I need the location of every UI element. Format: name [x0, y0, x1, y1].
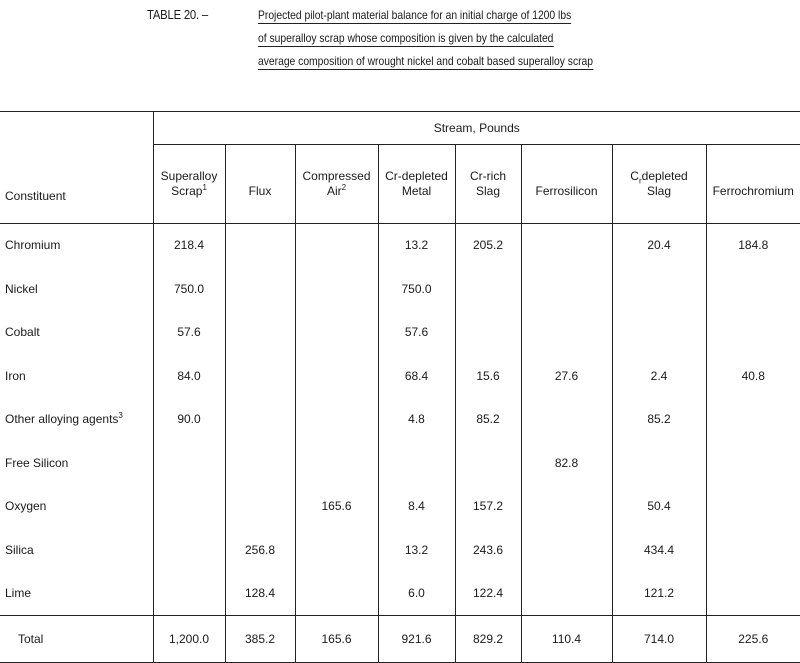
- table-cell: [225, 485, 295, 529]
- column-header: Compressed Air$^2$: [295, 145, 378, 224]
- table-cell: 13.2: [378, 528, 455, 572]
- column-header: $C_rdepleted$ Slag: [612, 145, 706, 224]
- table-cell: [521, 572, 612, 616]
- table-cell: 57.6: [153, 311, 225, 355]
- table-cell: 184.8: [706, 223, 800, 267]
- table-cell: 68.4: [378, 354, 455, 398]
- table-row: [0, 441, 800, 485]
- table-cell: 205.2: [455, 223, 521, 267]
- total-row: [0, 616, 800, 663]
- table-cell: 165.6: [295, 485, 378, 529]
- table-cell: [521, 398, 612, 442]
- table-cell: [225, 311, 295, 355]
- table-cell: [295, 311, 378, 355]
- table-cell: [521, 528, 612, 572]
- table-cell: 434.4: [612, 528, 706, 572]
- total-cell: 714.0: [612, 616, 706, 663]
- table-cell: [521, 223, 612, 267]
- table-cell: [706, 267, 800, 311]
- table-cell: [612, 441, 706, 485]
- table-cell: [706, 441, 800, 485]
- table-cell: [295, 354, 378, 398]
- table-cell: [225, 441, 295, 485]
- table-cell: [612, 311, 706, 355]
- total-cell: 225.6: [706, 616, 800, 663]
- table-row: [0, 311, 800, 355]
- column-header: Ferrochromium: [706, 145, 800, 224]
- table-cell: [521, 485, 612, 529]
- table-cell: [612, 267, 706, 311]
- table-cell: 84.0: [153, 354, 225, 398]
- table-cell: [295, 267, 378, 311]
- material-balance-table: [0, 111, 800, 663]
- constituent-name: Nickel: [5, 281, 38, 296]
- table-cell: 750.0: [378, 267, 455, 311]
- table-cell: 122.4: [455, 572, 521, 616]
- table-cell: 218.4: [153, 223, 225, 267]
- table-cell: 20.4: [612, 223, 706, 267]
- table-caption: [0, 6, 800, 76]
- table-row: [0, 398, 800, 442]
- table-cell: [295, 223, 378, 267]
- column-header: Cr-depleted Metal: [378, 145, 455, 224]
- table-cell: 15.6: [455, 354, 521, 398]
- constituent-name: Lime: [5, 586, 32, 601]
- table-cell: [455, 267, 521, 311]
- table-cell: [455, 441, 521, 485]
- table-cell: 50.4: [612, 485, 706, 529]
- table-row: [0, 354, 800, 398]
- column-header: Flux: [225, 145, 295, 224]
- table-cell: 157.2: [455, 485, 521, 529]
- column-header: Cr-rich Slag: [455, 145, 521, 224]
- table-cell: 256.8: [225, 528, 295, 572]
- table-cell: [706, 528, 800, 572]
- constituent-name: Chromium: [5, 238, 61, 253]
- total-cell: 1,200.0: [153, 616, 225, 663]
- table-cell: [295, 398, 378, 442]
- table-cell: [225, 354, 295, 398]
- table-cell: 13.2: [378, 223, 455, 267]
- table-cell: 57.6: [378, 311, 455, 355]
- table-cell: [706, 572, 800, 616]
- table-label: TABLE 20. –: [147, 8, 208, 22]
- table-cell: [225, 398, 295, 442]
- table-row: [0, 223, 800, 267]
- constituent-header: Constituent: [0, 145, 153, 224]
- table-cell: 750.0: [153, 267, 225, 311]
- table-cell: [706, 485, 800, 529]
- table-cell: [153, 441, 225, 485]
- table-row: [0, 267, 800, 311]
- table-cell: [153, 572, 225, 616]
- constituent-name: Oxygen: [5, 499, 47, 514]
- table-cell: [295, 528, 378, 572]
- table-cell: [706, 398, 800, 442]
- table-row: [0, 572, 800, 616]
- table-body: [0, 223, 800, 616]
- table-cell: [455, 311, 521, 355]
- caption-line-1: Projected pilot-plant material balance for an initial charge of 1200 lbs: [258, 8, 572, 22]
- total-cell: 385.2: [225, 616, 295, 663]
- table-cell: 85.2: [612, 398, 706, 442]
- table-cell: [521, 267, 612, 311]
- table-row: [0, 528, 800, 572]
- table-cell: [225, 223, 295, 267]
- table-cell: [225, 267, 295, 311]
- table-cell: [378, 441, 455, 485]
- caption-line-3: average composition of wrought nickel and cobalt based superalloy scrap: [258, 54, 594, 68]
- stream-header-row: [0, 112, 800, 145]
- table-cell: [153, 528, 225, 572]
- total-cell: 829.2: [455, 616, 521, 663]
- table-cell: 4.8: [378, 398, 455, 442]
- table-cell: 8.4: [378, 485, 455, 529]
- table-cell: [521, 311, 612, 355]
- table-cell: [153, 485, 225, 529]
- total-cell: 110.4: [521, 616, 612, 663]
- constituent-name: Silica: [5, 542, 34, 557]
- constituent-name: Cobalt: [5, 325, 40, 340]
- table-cell: 6.0: [378, 572, 455, 616]
- table-cell: 40.8: [706, 354, 800, 398]
- table-cell: [706, 311, 800, 355]
- column-header: Ferrosilicon: [521, 145, 612, 224]
- total-label: Total: [0, 616, 153, 663]
- constituent-name: Other alloying agents$^3$: [5, 411, 123, 427]
- total-cell: 921.6: [378, 616, 455, 663]
- constituent-name: Iron: [5, 368, 26, 383]
- table-cell: 2.4: [612, 354, 706, 398]
- table-cell: 27.6: [521, 354, 612, 398]
- table-cell: [295, 572, 378, 616]
- table-cell: 85.2: [455, 398, 521, 442]
- caption-line-2: of superalloy scrap whose composition is given by the calculated: [258, 31, 554, 45]
- table-row: [0, 485, 800, 529]
- table-cell: 243.6: [455, 528, 521, 572]
- table-cell: 82.8: [521, 441, 612, 485]
- column-header: Superalloy Scrap$^1$: [153, 145, 225, 224]
- column-header-row: [0, 145, 800, 224]
- constituent-name: Free Silicon: [5, 455, 69, 470]
- total-cell: 165.6: [295, 616, 378, 663]
- table-cell: 121.2: [612, 572, 706, 616]
- table-cell: [295, 441, 378, 485]
- table-cell: 90.0: [153, 398, 225, 442]
- stream-header: Stream, Pounds: [153, 112, 800, 145]
- table-cell: 128.4: [225, 572, 295, 616]
